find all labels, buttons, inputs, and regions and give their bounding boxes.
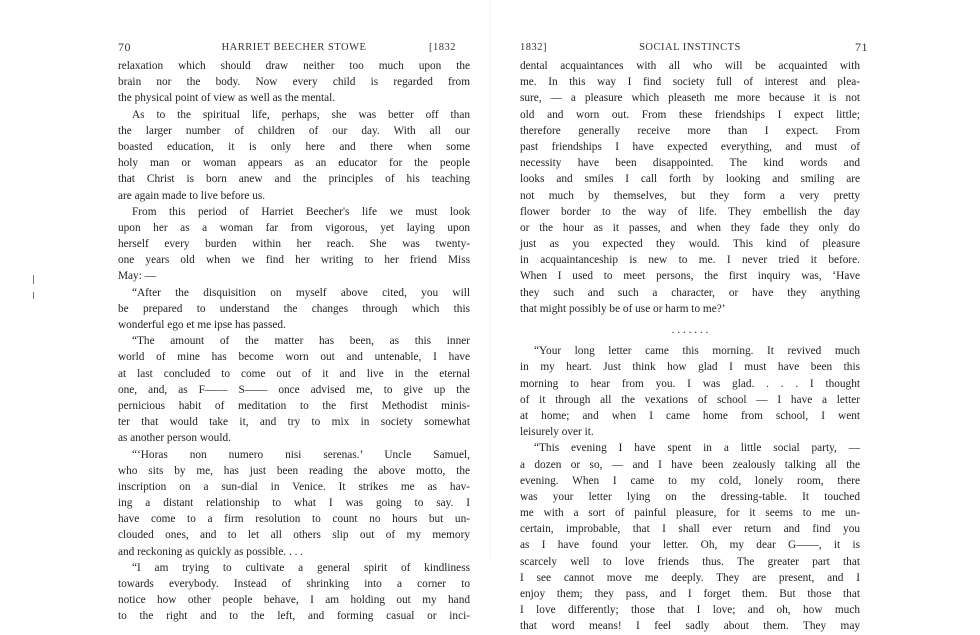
text-line: therefore generally receive more than I expect. From [520,124,860,137]
text-line: herself every burden within her reach. She was twenty- [118,238,470,251]
text-line: and reckoning as quickly as possible. . . . [118,545,304,558]
text-line: me. In this way I find society full of interest and plea- [520,76,860,89]
text-line: as I have found your letter. Oh, my dear G——, it is [520,539,860,552]
text-line: have come to a firm resolution to count no hours but un- [118,513,470,526]
text-line: morning to hear from you. I was glad. . . . I thought [520,377,860,390]
text-line: “After the disquisition on myself above cited, you will [132,286,470,299]
year-tag: 1832] [520,42,547,53]
text-line: necessity have been disappointed. The kind words and [520,157,860,170]
page-number: 70 [118,40,131,54]
text-line: notice how other people behave, I am holding out my hand [118,594,470,607]
text-line: wonderful ego et me ipse has passed. [118,319,286,331]
text-line: certain, improbable, that I shall ever return and find you [520,523,860,536]
text-line: not much by themselves, but they form a very pretty [520,189,860,202]
text-line: flower border to the way of life. They embellish the day [520,205,860,218]
text-line: that might possibly be of use or harm to me?’ [520,302,726,315]
text-line: one years old when we find her writing to her friend Miss [118,254,470,267]
text-line: “The amount of the matter has been, as this inner [132,335,470,348]
ellipsis-separator: . . . . . . . [671,324,709,336]
running-title: HARRIET BEECHER STOWE [221,42,367,53]
text-line: at home; and when I came home from school, I went [520,409,860,422]
text-line: From this period of Harriet Beecher's life we must look [132,205,470,218]
text-line: enjoy them; they pass, and I forget them. But those that [520,588,860,600]
text-line: was your letter lying on the dressing-table. It touched [520,490,860,503]
right-running-head [520,40,868,58]
text-line: of it through all the vexations of school — I have a letter [520,393,860,406]
text-line: May: — [118,270,156,283]
right-page-text [520,58,860,635]
text-line: leisurely over it. [520,426,594,439]
text-line: they such and such a character, or have they anything [520,286,860,299]
scan-edge-mark [33,275,34,284]
text-line: brain nor the body. Now every child is regarded from [118,76,470,89]
text-line: evening. When I came to my cold, lonely room, there [520,474,860,487]
text-line: that Christ is born anew and the principles of his teaching [118,173,470,186]
text-line: to the right and to the left, and forming casual or inci- [118,610,470,623]
text-line: be prepared to understand the changes through which this [118,302,470,315]
text-line: looks and smiles I call forth by looking and smiling are [520,173,860,186]
text-line: pernicious habit of meditation to the first Methodist minis- [118,399,470,412]
running-title: SOCIAL INSTINCTS [639,42,741,53]
text-line: relaxation which should draw neither too much upon the [118,60,470,72]
text-line: inscription on a sun-dial in Venice. It strikes me as hav- [118,480,470,493]
text-line: the physical point of view as well as the mental. [118,92,336,105]
text-line: or the hour as it passes, and when they fade they only do [520,221,860,234]
text-line: one, and, as F—— S—— once advised me, to give up the [118,383,470,396]
text-line: in my heart. Just think how glad I must have been this [520,361,860,374]
page-number: 71 [855,40,868,54]
text-line: As to the spiritual life, perhaps, she was better off than [132,108,470,121]
text-line: the larger number of children of our day. With all our [118,124,470,137]
scan-edge-mark [33,292,34,299]
text-line: at last concluded to come out of it and live in the eternal [118,367,470,380]
text-line: When I used to meet persons, the first inquiry was, ‘Have [520,270,860,283]
right-page [520,40,868,635]
text-line: are again made to live before us. [118,189,266,202]
text-line: sure, — a pleasure which pleaseth me more because it is not [520,92,860,105]
left-page-text [118,58,470,625]
text-line: boasted education, it is only here and there when some [118,140,470,153]
text-line: who sits by me, has just been reading the above motto, the [118,464,470,477]
text-line: clouded ones, and to let all others slip out of my memory [118,529,470,542]
text-line: world of mine has become worn out and untenable, I have [118,351,470,364]
text-line: me with a sort of painful pleasure, for it seems to me un- [520,507,860,520]
year-tag: [1832 [429,42,456,53]
text-line: “I am trying to cultivate a general spirit of kindliness [132,561,470,574]
left-page [118,40,470,625]
page-gutter [489,0,491,559]
text-line: dental acquaintances with all who will be acquainted with [520,60,860,72]
text-line: ing a distant relationship to what I was going to say. I [118,497,470,510]
text-line: “This evening I have spent in a little social party, — [534,442,860,455]
text-line: ter that would take it, and try to mix in society somewhat [118,416,470,429]
text-line: a dozen or so, — and I have been zealously talking all the [520,458,860,471]
text-line: I see cannot move me deeply. They are present, and I [520,571,860,584]
text-line: upon her as a woman far from vigorous, yet laying upon [118,221,470,234]
text-line: towards everybody. Instead of shrinking into a corner to [118,578,470,590]
text-line: “‘Horas non numero nisi serenas.’ Uncle Samuel, [132,448,470,461]
text-line: just as you expected they would. This kind of pleasure [520,238,860,251]
text-line: past friendships I have expected everything, and must of [520,140,860,153]
text-line: that word means! I feel sadly about them. They may [520,620,860,633]
text-line: I love differently; those that I love; and oh, how much [520,604,860,617]
text-line: scarcely well to love friends thus. The greater part that [520,555,860,568]
text-line: “Your long letter came this morning. It revived much [534,345,860,358]
text-line: holy man or woman appears as an educator for the people [118,157,470,170]
text-line: old and worn out. From these friendships I expect little; [520,108,860,121]
left-running-head [118,40,470,58]
text-line: as another person would. [118,432,231,445]
text-line: in acquaintanceship is new to me. I never tried it before. [520,254,860,267]
